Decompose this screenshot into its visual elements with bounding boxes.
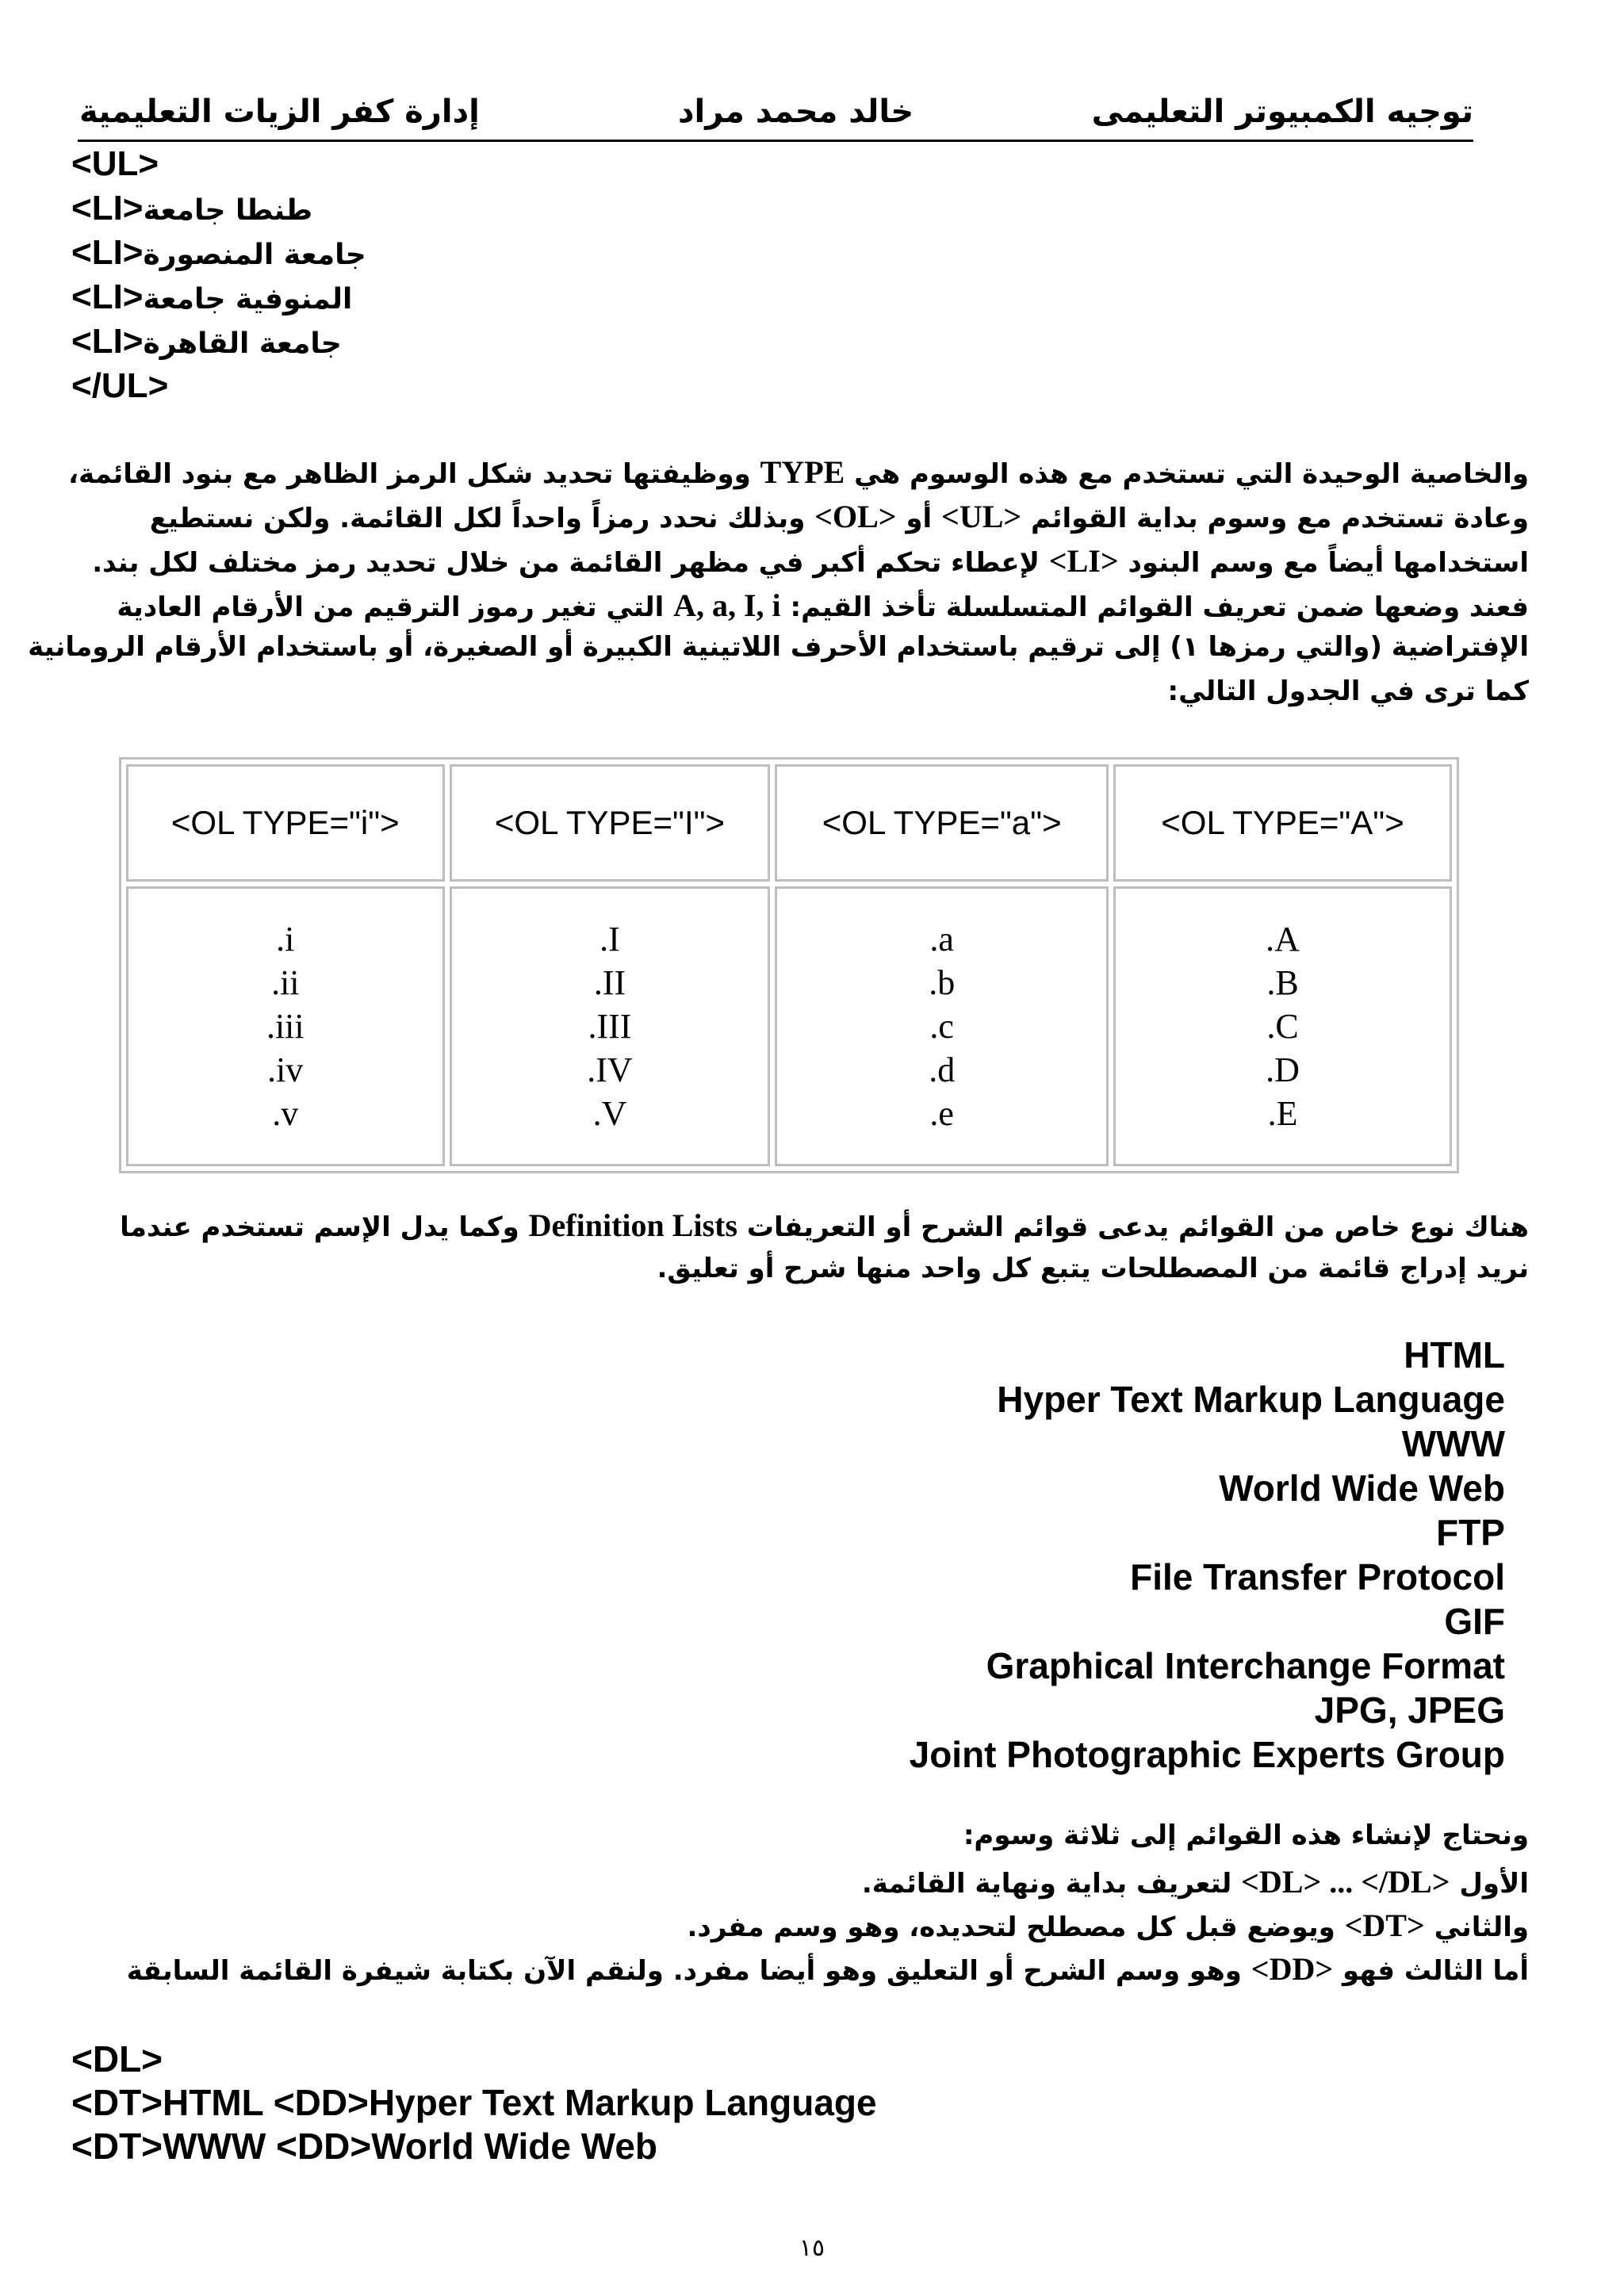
text: والثاني bbox=[1424, 1911, 1529, 1943]
text: ووظيفتها تحديد شكل الرمز الظاهر مع بنود القائمة، bbox=[68, 458, 760, 490]
text: لإعطاء تحكم أكبر في مظهر القائمة من خلال تحديد رمز مختلف لكل بند. bbox=[92, 547, 1049, 579]
list-item: .v bbox=[272, 1094, 299, 1133]
para3-line1: ونحتاج لإنشاء هذه القوائم إلى ثلاثة وسوم: bbox=[963, 1820, 1529, 1851]
list-item: .E bbox=[1267, 1094, 1298, 1133]
table-cell bbox=[126, 886, 445, 1166]
table-cell bbox=[775, 886, 1109, 1166]
text-latin: <LI> bbox=[1048, 543, 1119, 579]
li-tag: <LI> bbox=[71, 189, 144, 228]
code-ul-open: <UL> bbox=[71, 144, 159, 183]
li-text: جامعة القاهرة bbox=[143, 327, 342, 360]
list-item: .I bbox=[599, 920, 620, 959]
code-li-2 bbox=[71, 233, 366, 273]
text-latin: Definition Lists bbox=[528, 1207, 738, 1243]
li-tag: <LI> bbox=[71, 322, 144, 361]
para3-line2 bbox=[862, 1863, 1529, 1900]
text: هناك نوع خاص من القوائم يدعى قوائم الشرح أو التعريفات bbox=[737, 1211, 1529, 1243]
table-header-cell: <OL TYPE="I"> bbox=[450, 764, 771, 882]
list-item: .C bbox=[1266, 1007, 1299, 1046]
list-item: .iii bbox=[266, 1007, 304, 1046]
header-title: توجيه الكمبيوتر التعليمى bbox=[1091, 94, 1473, 130]
text: استخدامها أيضاً مع وسم البنود bbox=[1118, 547, 1529, 579]
para2-line1 bbox=[120, 1207, 1529, 1244]
list-item: .III bbox=[588, 1007, 632, 1046]
text: لتعريف بداية ونهاية القائمة. bbox=[861, 1868, 1242, 1900]
text: أو bbox=[896, 503, 942, 534]
list-item: .II bbox=[593, 963, 626, 1002]
list-item: .c bbox=[929, 1007, 954, 1046]
code-li-1 bbox=[71, 189, 312, 228]
list-item: .iv bbox=[267, 1050, 304, 1089]
dl-definition: Graphical Interchange Format bbox=[986, 1645, 1505, 1686]
li-text: طنطا جامعة bbox=[143, 194, 313, 227]
text-latin: <DD> bbox=[1251, 1951, 1334, 1987]
list-item: .b bbox=[929, 963, 956, 1002]
text: فعند وضعها ضمن تعريف القوائم المتسلسلة تأخذ القيم: bbox=[780, 591, 1529, 623]
list-item: .d bbox=[929, 1050, 956, 1089]
para3-line3 bbox=[687, 1907, 1529, 1944]
header-author: خالد محمد مراد bbox=[678, 94, 914, 130]
text: التي تغير رموز الترقيم من الأرقام العادية bbox=[117, 591, 674, 623]
li-text: المنوفية جامعة bbox=[143, 283, 353, 316]
text-latin: <DL> ... </DL> bbox=[1241, 1864, 1450, 1900]
table-header-cell: <OL TYPE="A"> bbox=[1113, 764, 1452, 882]
table-header-row bbox=[126, 764, 1452, 882]
list-item: .i bbox=[276, 920, 295, 959]
para1-line5: الإفتراضية (والتي رمزها ١) إلى ترقيم باستخدام الأحرف اللاتينية الكبيرة أو الصغيرة، أو باستخدام الأرقام الرومانية bbox=[28, 631, 1529, 663]
text-latin: <OL> bbox=[814, 499, 897, 534]
code-dl-open: <DL> bbox=[71, 2038, 163, 2080]
ol-type-table bbox=[119, 757, 1459, 1173]
dl-term: GIF bbox=[1444, 1601, 1505, 1642]
text: وبذلك نحدد رمزاً واحداً لكل القائمة. ولكن نستطيع bbox=[149, 503, 815, 534]
table-cell bbox=[1113, 886, 1452, 1166]
table-row bbox=[126, 886, 1452, 1166]
code-li-3 bbox=[71, 277, 352, 317]
text: ويوضع قبل كل مصطلح لتحديده، وهو وسم مفرد. bbox=[687, 1911, 1345, 1943]
code-dt-line: <DT>HTML <DD>Hyper Text Markup Language bbox=[71, 2082, 877, 2123]
list-item: .ii bbox=[271, 963, 300, 1002]
code-ul-close: </UL> bbox=[71, 366, 169, 405]
table-cell bbox=[450, 886, 771, 1166]
list-item: .V bbox=[592, 1094, 627, 1133]
dl-definition: Joint Photographic Experts Group bbox=[909, 1734, 1505, 1775]
text: وعادة تستخدم مع وسوم بداية القوائم bbox=[1021, 503, 1529, 534]
code-li-4 bbox=[71, 322, 342, 362]
list-item: .IV bbox=[587, 1050, 633, 1089]
dl-term: JPG, JPEG bbox=[1314, 1689, 1505, 1731]
list-item: .e bbox=[929, 1094, 954, 1133]
text: الأول bbox=[1450, 1868, 1529, 1900]
table-header-cell: <OL TYPE="i"> bbox=[126, 764, 445, 882]
dl-definition: World Wide Web bbox=[1219, 1468, 1505, 1509]
dl-term: WWW bbox=[1401, 1423, 1505, 1464]
header-district: إدارة كفر الزيات التعليمية bbox=[79, 94, 480, 130]
text: وكما يدل الإسم تستخدم عندما bbox=[120, 1211, 529, 1243]
table-header-cell: <OL TYPE="a"> bbox=[775, 764, 1109, 882]
dl-definition: File Transfer Protocol bbox=[1130, 1556, 1505, 1598]
header-rule bbox=[78, 140, 1473, 142]
dl-term: FTP bbox=[1436, 1512, 1505, 1553]
list-item: .a bbox=[929, 920, 954, 959]
li-tag: <LI> bbox=[71, 233, 144, 272]
para1-line2 bbox=[150, 498, 1529, 535]
li-text: جامعة المنصورة bbox=[143, 239, 366, 271]
li-tag: <LI> bbox=[71, 277, 144, 316]
text-latin: <UL> bbox=[941, 499, 1022, 534]
code-dt-line: <DT>WWW <DD>World Wide Web bbox=[71, 2126, 658, 2167]
text: أما الثالث فهو bbox=[1333, 1955, 1529, 1987]
list-item: .A bbox=[1266, 920, 1300, 959]
para1-line3 bbox=[92, 542, 1529, 580]
para1-line4 bbox=[117, 587, 1529, 624]
text-latin: A, a, I, i bbox=[673, 587, 781, 623]
text-latin: <DT> bbox=[1344, 1908, 1425, 1943]
dl-term: HTML bbox=[1404, 1334, 1505, 1376]
dl-definition: Hyper Text Markup Language bbox=[997, 1379, 1505, 1420]
list-item: .B bbox=[1266, 963, 1299, 1002]
page-number: ١٥ bbox=[799, 2234, 825, 2262]
para1-line1 bbox=[68, 453, 1529, 491]
text-latin: TYPE bbox=[760, 454, 845, 490]
text: وهو وسم الشرح أو التعليق وهو أيضا مفرد. ولنقم الآن بكتابة شيفرة القائمة السابقة bbox=[126, 1955, 1251, 1987]
text: والخاصية الوحيدة التي تستخدم مع هذه الوسوم هي bbox=[845, 458, 1529, 490]
para3-line4 bbox=[127, 1950, 1529, 1988]
para2-line2: نريد إدراج قائمة من المصطلحات يتبع كل واحد منها شرح أو تعليق. bbox=[657, 1253, 1529, 1284]
list-item: .D bbox=[1266, 1050, 1300, 1089]
para1-line6: كما ترى في الجدول التالي: bbox=[1167, 675, 1529, 707]
